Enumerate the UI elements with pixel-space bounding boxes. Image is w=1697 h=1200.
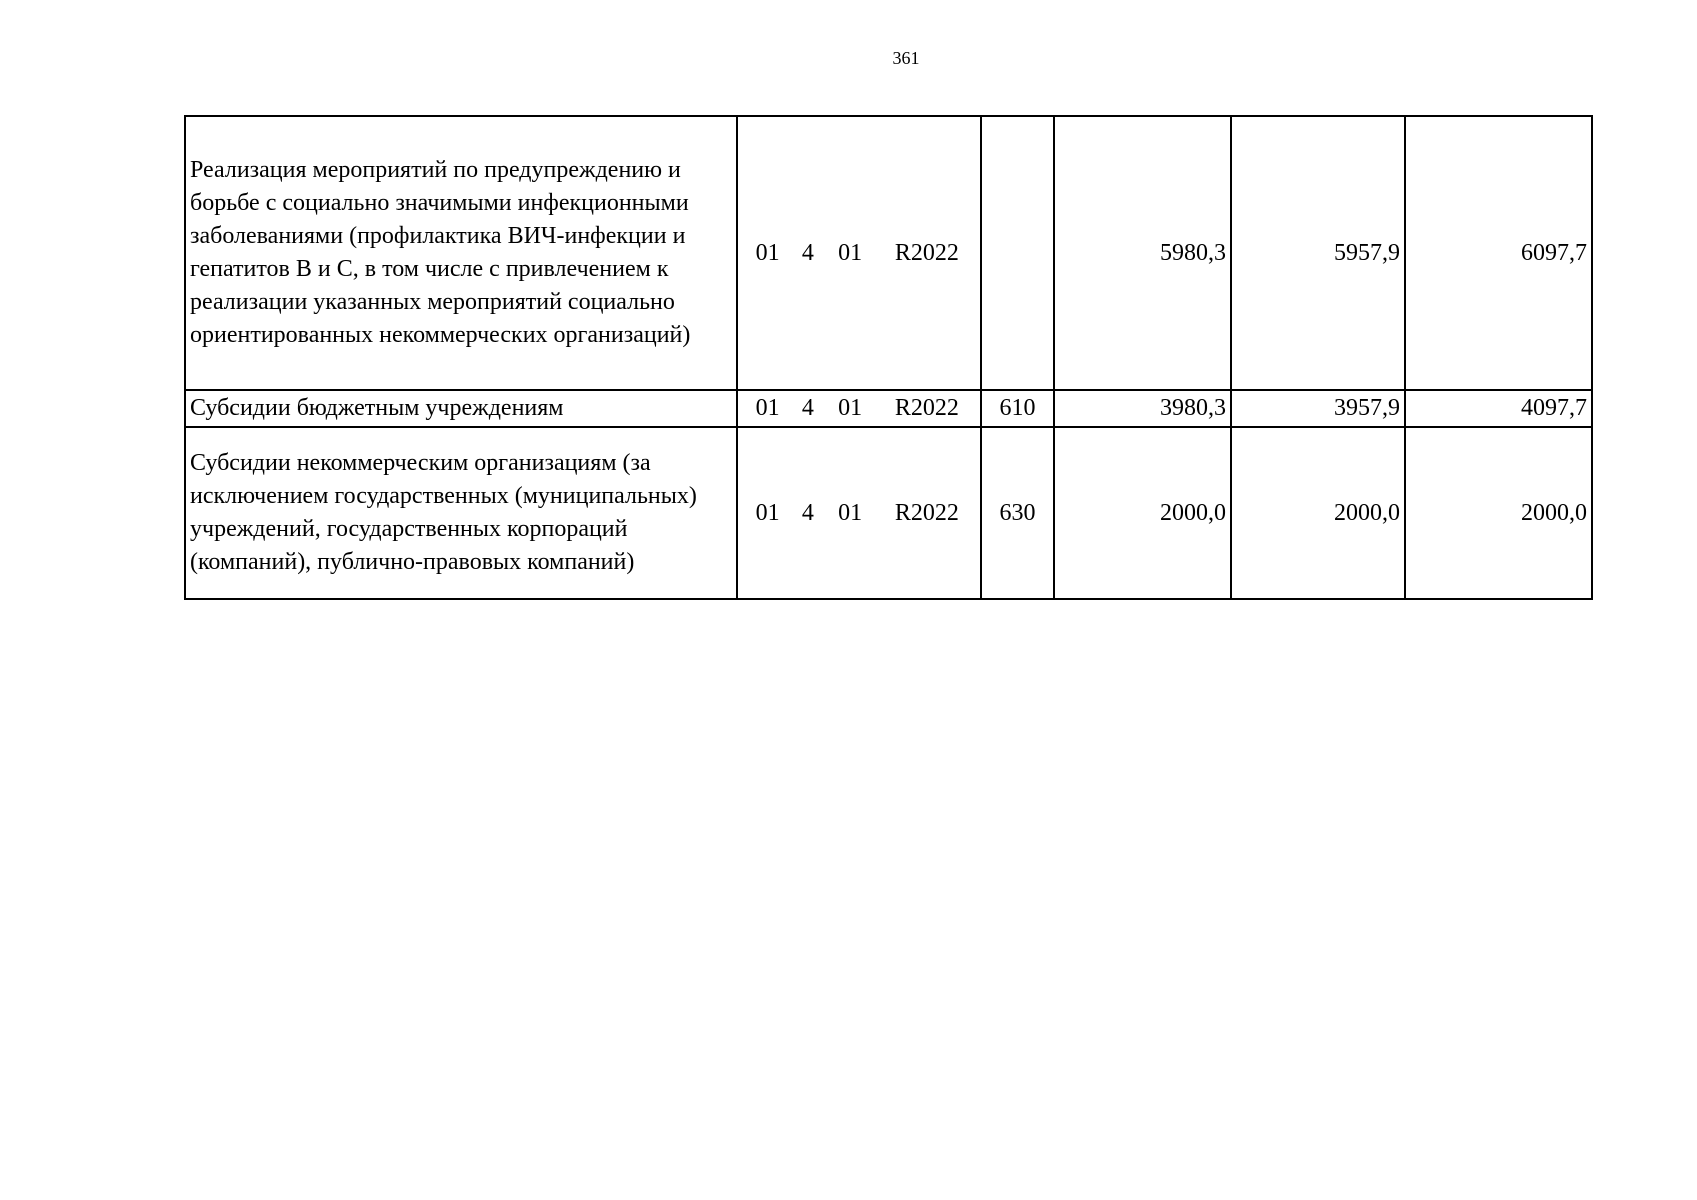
code-target: R2022 [894,395,959,421]
page-number: 361 [892,48,920,68]
amount-cell-1: 2000,0 [1054,427,1231,599]
expense-type-cell: 610 [981,390,1054,427]
amount-cell-3: 2000,0 [1405,427,1592,599]
expense-type-cell: 630 [981,427,1054,599]
code-group: 01 [838,499,863,526]
row-description: Реализация мероприятий по предупреждению и борьбе с социально значимыми инфекционными заболеваниями (профилактика ВИЧ-инфекции и гепатитов B и C, в том числе с привлечением к реализации указанных мероприятий социально ориентированных некоммерческих организаций) [185,116,737,390]
table-row [185,427,1592,599]
amount-cell-1: 3980,3 [1054,390,1231,427]
code-section: 01 [755,239,780,266]
budget-classification-code [737,116,981,390]
code-group: 01 [838,395,863,421]
budget-classification-code [737,390,981,427]
row-description: Субсидии бюджетным учреждениям [185,390,737,427]
budget-table [184,115,1593,600]
amount-cell-2: 2000,0 [1231,427,1405,599]
code-section: 01 [755,499,780,526]
code-subprogram: 4 [801,499,814,526]
amount-cell-2: 3957,9 [1231,390,1405,427]
amount-cell-2: 5957,9 [1231,116,1405,390]
amount-cell-1: 5980,3 [1054,116,1231,390]
table-row [185,390,1592,427]
code-group: 01 [838,239,863,266]
expense-type-cell [981,116,1054,390]
amount-cell-3: 4097,7 [1405,390,1592,427]
code-target: R2022 [894,499,959,526]
table-row [185,116,1592,390]
amount-cell-3: 6097,7 [1405,116,1592,390]
budget-classification-code [737,427,981,599]
code-target: R2022 [894,239,959,266]
code-section: 01 [755,395,780,421]
row-description: Субсидии некоммерческим организациям (за исключением государственных (муниципальных) учреждений, государственных корпораций (компаний), публично-правовых компаний) [185,427,737,599]
code-subprogram: 4 [801,395,814,421]
code-subprogram: 4 [801,239,814,266]
